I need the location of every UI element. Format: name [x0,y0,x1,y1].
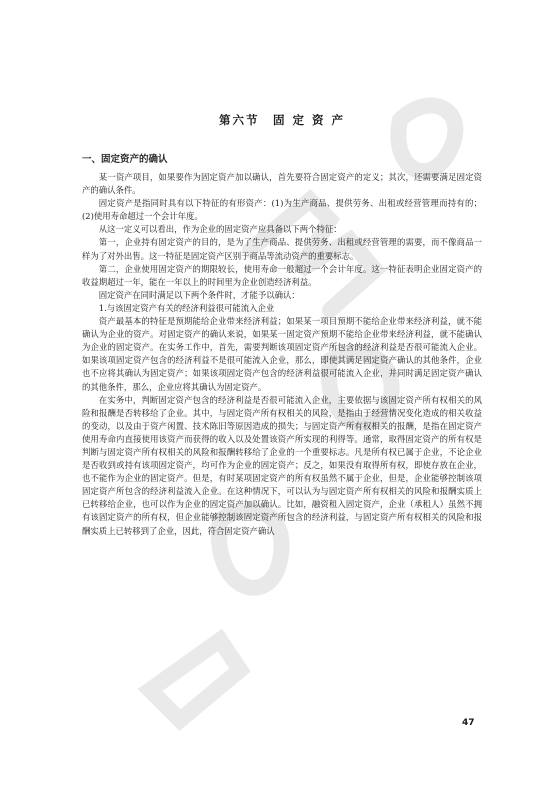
body-text [82,171,482,538]
paragraph: 资产最基本的特征是预期能给企业带来经济利益；如果某一项目预期不能给企业带来经济利益，就不能确认为企业的资产。对固定资产的确认来说，如果某一固定资产预期不能给企业带来经济利益，就不能确认为企业的固定资产。在实务工作中，首先，需要判断该项固定资产所包含的经济利益是否很可能流入企业。如果该项固定资产包含的经济利益不是很可能流入企业，那么，即使其满足固定资产确认的其他条件，企业也不应将其确认为固定资产；如果该项固定资产包含的经济利益很可能流入企业，并同时满足固定资产确认的其他条件，那么，企业应将其确认为固定资产。 [82,316,482,392]
page-number: 47 [462,718,475,728]
paragraph: 第二，企业使用固定资产的期限较长，使用寿命一般超过一个会计年度。这一特征表明企业固定资产的收益期超过一年，能在一年以上的时间里为企业创造经济利益。 [82,263,482,287]
subheading: 1.与该固定资产有关的经济利益很可能流入企业 [98,302,275,313]
heading: 一、固定资产的确认 [82,154,168,165]
section-title: 第六节 固 定 资 产 [218,113,345,127]
paragraph: 某一资产项目，如果要作为固定资产加以确认，首先要符合固定资产的定义；其次，还需要满足固定资产的确认条件。 [82,172,482,196]
paragraph: 从这一定义可以看出，作为企业的固定资产应具备以下两个特征： [98,224,342,235]
paragraph: 在实务中，判断固定资产包含的经济利益是否很可能流入企业，主要依据与该固定资产所有权相关的风险和报酬是否转移给了企业。其中，与固定资产所有权相关的风险，是指由于经营情况变化造成的相关收益的变动，以及由于资产闲置、技术陈旧等原因造成的损失；与固定资产所有权相关的报酬，是指在固定资产使用寿命内直接使用该资产而获得的收入以及处置该资产所实现的利得等。通常，取得固定资产的所有权是判断与固定资产所有权相关的风险和报酬转移给了企业的一个重要标志。凡是所有权已属于企业，不论企业是否收到或持有该项固定资产，均可作为企业的固定资产；反之，如果没有取得所有权，即使存放在企业，也不能作为企业的固定资产。但是，有时某项固定资产的所有权虽然不属于企业，但是，企业能够控制该项固定资产所包含的经济利益流入企业。在这种情况下，可以认为与固定资产所有权相关的风险和报酬实质上已转移给企业，也可以作为企业的固定资产加以确认。比如，融资租入固定资产，企业（承租人）虽然不拥有该固定资产的所有权，但企业能够控制该固定资产所包含的经济利益，与固定资产所有权相关的风险和报酬实质上已转移到了企业，因此，符合固定资产确认 [82,394,482,536]
paragraph: 第一，企业持有固定资产的目的，是为了生产商品、提供劳务、出租或经营管理的需要，而不像商品一样为了对外出售。这一特征是固定资产区别于商品等流动资产的重要标志。 [82,237,482,261]
paragraph: 固定资产在同时满足以下两个条件时，才能予以确认： [98,289,300,300]
paragraph: 固定资产是指同时具有以下特征的有形资产：(1)为生产商品、提供劳务、出租或经营管理而持有的；(2)使用寿命超过一个会计年度。 [82,198,482,222]
